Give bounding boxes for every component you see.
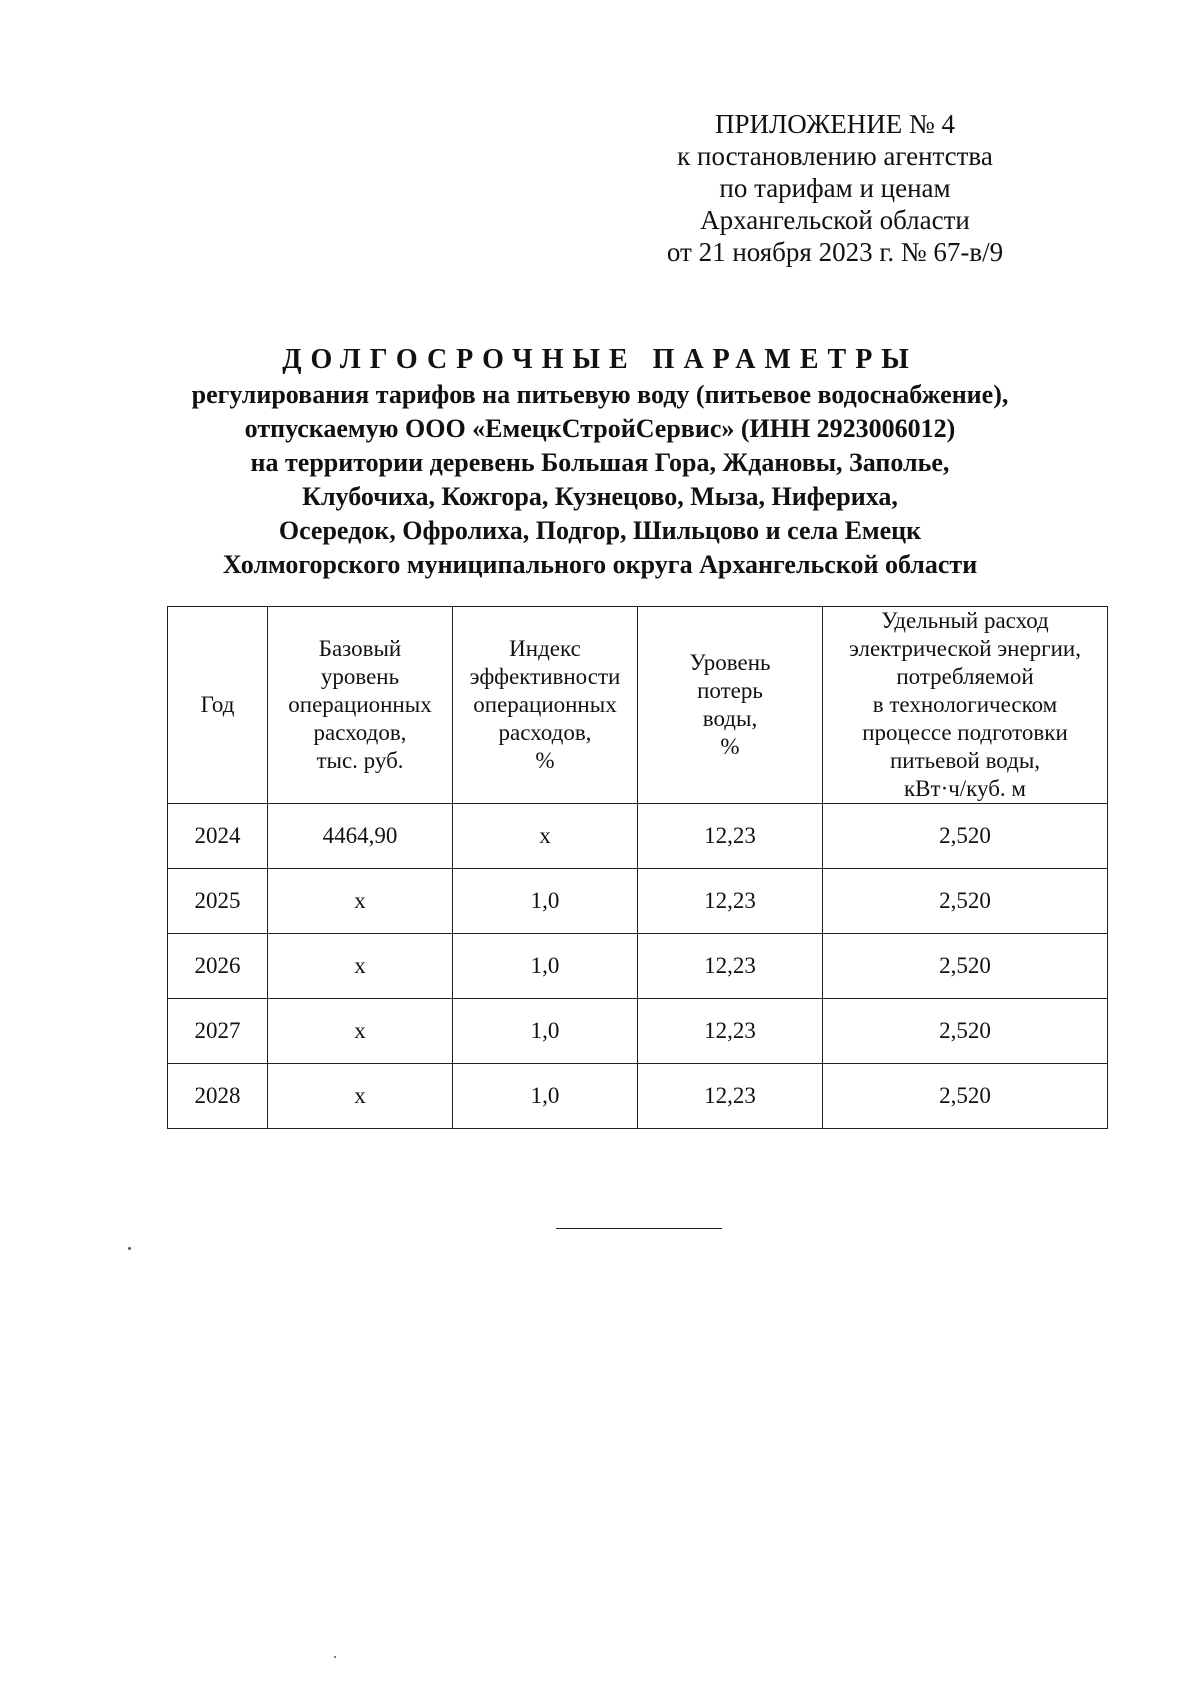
cell-energy-consumption: 2,520 [823,999,1108,1064]
appendix-reference: к постановлению агентства [677,141,993,171]
appendix-date-number: от 21 ноября 2023 г. № 67-в/9 [666,237,1004,267]
cell-efficiency-index: 1,0 [453,869,638,934]
scan-speck [128,1247,131,1250]
cell-base-opex: 4464,90 [268,804,453,869]
cell-energy-consumption: 2,520 [823,869,1108,934]
cell-year: 2024 [168,804,268,869]
header-efficiency-index: Индекс эффективности операционных расходов, % [453,607,638,804]
title-line-2: отпускаемую ООО «ЕмецкСтройСервис» (ИНН 2923006012) [244,414,956,443]
cell-efficiency-index: 1,0 [453,999,638,1064]
table-row [168,804,1108,869]
document-title [120,342,1080,582]
cell-efficiency-index: 1,0 [453,1064,638,1129]
cell-energy-consumption: 2,520 [823,804,1108,869]
header-year: Год [168,607,268,804]
appendix-agency: по тарифам и ценам [719,173,951,203]
appendix-header [640,108,1030,268]
title-main: ДОЛГОСРОЧНЫЕ ПАРАМЕТРЫ [282,344,918,375]
title-line-5: Осередок, Офролиха, Подгор, Шильцово и села Емецк [278,516,922,545]
closing-rule-line [556,1228,722,1229]
cell-efficiency-index: х [453,804,638,869]
appendix-region: Архангельской области [700,205,970,235]
table-row [168,869,1108,934]
title-line-3: на территории деревень Большая Гора, Ждановы, Заполье, [250,448,950,477]
table-row [168,999,1108,1064]
cell-base-opex: х [268,934,453,999]
cell-year: 2026 [168,934,268,999]
cell-water-loss: 12,23 [638,804,823,869]
cell-efficiency-index: 1,0 [453,934,638,999]
title-line-1: регулирования тарифов на питьевую воду (питьевое водоснабжение), [191,380,1009,409]
cell-base-opex: х [268,999,453,1064]
table-row [168,934,1108,999]
cell-water-loss: 12,23 [638,869,823,934]
header-energy-consumption: Удельный расход электрической энергии, потребляемой в технологическом процессе подготовки питьевой воды, кВт·ч/куб. м [823,607,1108,804]
appendix-number: ПРИЛОЖЕНИЕ № 4 [714,109,956,139]
cell-year: 2028 [168,1064,268,1129]
title-line-6: Холмогорского муниципального округа Архангельской области [222,550,978,579]
cell-year: 2027 [168,999,268,1064]
cell-year: 2025 [168,869,268,934]
header-base-opex: Базовый уровень операционных расходов, тыс. руб. [268,607,453,804]
cell-base-opex: х [268,1064,453,1129]
table-row [168,1064,1108,1129]
cell-base-opex: х [268,869,453,934]
table-header-row [168,607,1108,804]
cell-energy-consumption: 2,520 [823,934,1108,999]
cell-energy-consumption: 2,520 [823,1064,1108,1129]
header-water-loss: Уровень потерь воды, % [638,607,823,804]
cell-water-loss: 12,23 [638,934,823,999]
cell-water-loss: 12,23 [638,1064,823,1129]
scan-speck [334,1656,336,1658]
cell-water-loss: 12,23 [638,999,823,1064]
parameters-table [167,606,1108,1129]
title-line-4: Клубочиха, Кожгора, Кузнецово, Мыза, Нифериха, [302,482,898,511]
